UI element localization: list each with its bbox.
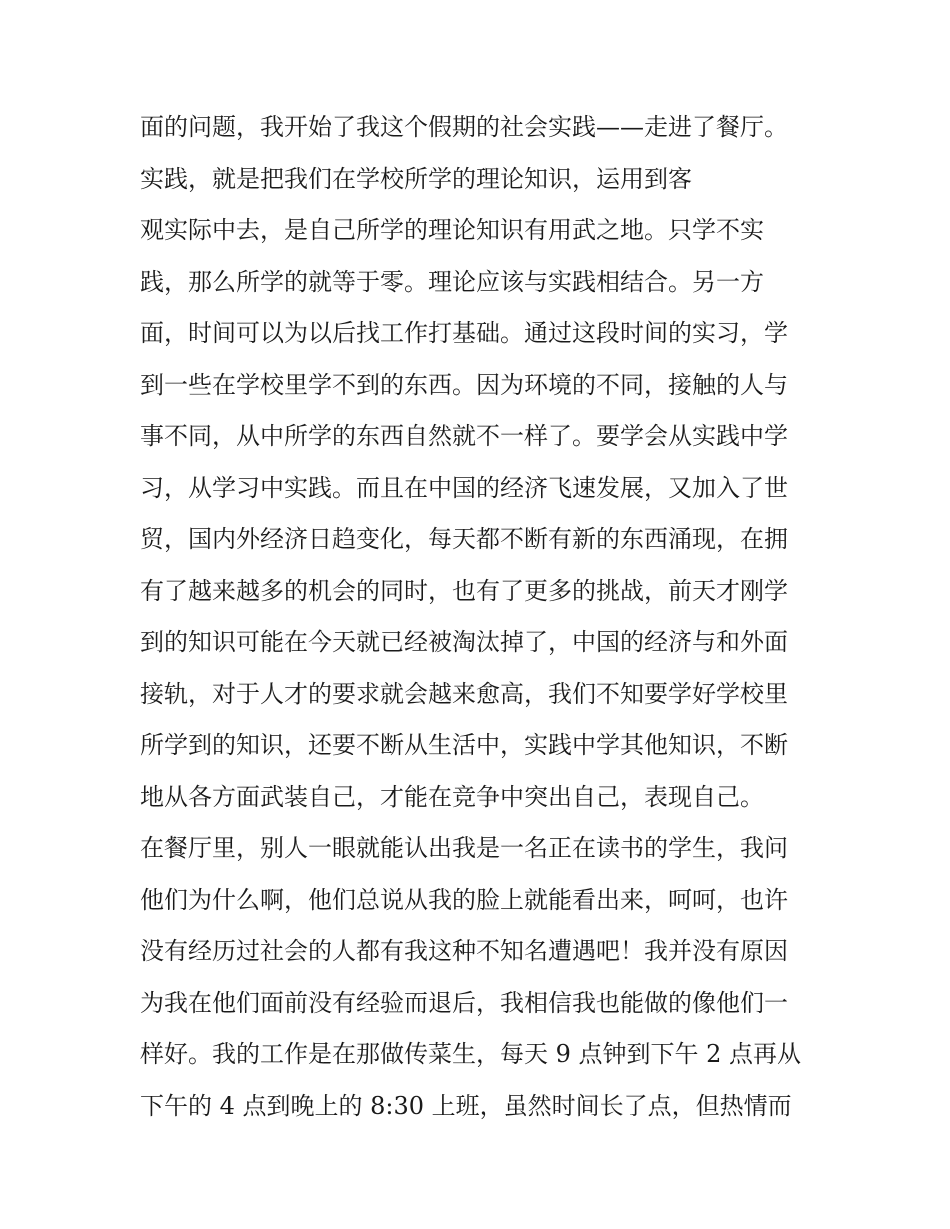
text-line: 到一些在学校里学不到的东西。因为环境的不同，接触的人与: [140, 370, 788, 399]
text-line: 观实际中去，是自己所学的理论知识有用武之地。只学不实: [140, 216, 764, 244]
text-line: 样好。我的工作是在那做传菜生，每天 9 点钟到下午 2 点再从: [140, 1040, 802, 1068]
text-line: 他们为什么啊，他们总说从我的脸上就能看出来，呵呵，也许: [140, 885, 788, 914]
text-line: 事不同，从中所学的东西自然就不一样了。要学会从实践中学: [140, 422, 788, 450]
text-line: 为我在他们面前没有经验而退后，我相信我也能做的像他们一: [140, 988, 788, 1017]
text-line: 习，从学习中实践。而且在中国的经济飞速发展，又加入了世: [140, 473, 788, 502]
text-line: 没有经历过社会的人都有我这种不知名遭遇吧！我并没有原因: [140, 937, 788, 965]
text-line: 地从各方面武装自己，才能在竞争中突出自己，表现自己。: [140, 782, 764, 811]
text-line: 接轨，对于人才的要求就会越来愈高，我们不知要学好学校里: [140, 679, 788, 708]
body-text: [140, 102, 820, 1132]
text-line: 有了越来越多的机会的同时，也有了更多的挑战，前天才刚学: [140, 576, 788, 605]
text-line: 在餐厅里，别人一眼就能认出我是一名正在读书的学生，我问: [140, 834, 788, 862]
text-line: 践，那么所学的就等于零。理论应该与实践相结合。另一方: [140, 267, 764, 296]
text-line: 面，时间可以为以后找工作打基础。通过这段时间的实习，学: [140, 319, 788, 347]
text-line: 下午的 4 点到晚上的 8:30 上班，虽然时间长了点，但热情而: [140, 1091, 792, 1120]
text-line: 面的问题，我开始了我这个假期的社会实践——走进了餐厅。: [140, 113, 788, 141]
text-line: 到的知识可能在今天就已经被淘汰掉了，中国的经济与和外面: [140, 628, 788, 656]
text-line: 实践，就是把我们在学校所学的理论知识，运用到客: [140, 164, 692, 193]
text-line: 所学到的知识，还要不断从生活中，实践中学其他知识，不断: [140, 731, 788, 759]
text-line: 贸，国内外经济日趋变化，每天都不断有新的东西涌现，在拥: [140, 525, 788, 553]
